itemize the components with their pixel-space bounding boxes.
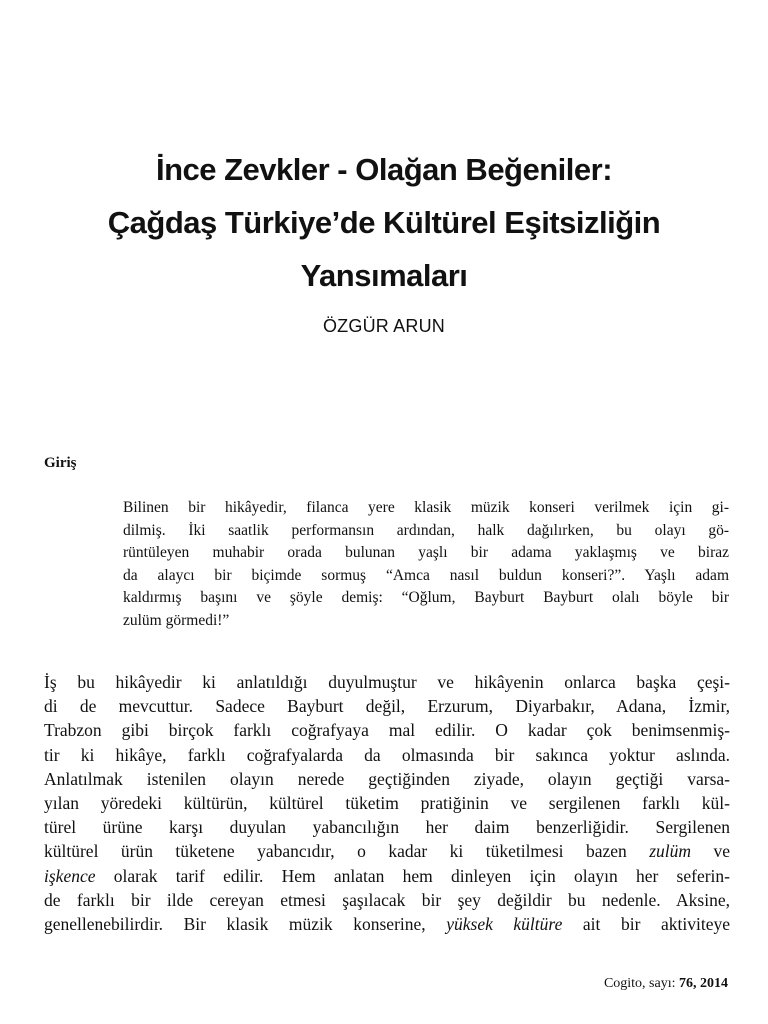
body-line bbox=[44, 839, 730, 863]
quote-line: zulüm görmedi!” bbox=[123, 611, 230, 629]
body-line: di de mevcuttur. Sadece Bayburt değil, Erzurum, Diyarbakır, Adana, İzmir, bbox=[44, 696, 730, 717]
body-line bbox=[44, 864, 730, 888]
body-line: Trabzon gibi birçok farklı coğrafyaya mal edilir. O kadar çok benimsenmiş- bbox=[44, 720, 730, 741]
title-line-1: İnce Zevkler - Olağan Beğeniler: bbox=[155, 152, 613, 187]
body-line: de farklı bir ilde cereyan etmesi şaşılacak bir şey değildir bu nedenle. Aksine, bbox=[44, 889, 730, 910]
page-footer bbox=[604, 976, 728, 992]
emphasis-text: zulüm bbox=[649, 841, 692, 862]
quote-line: rüntüleyen muhabir orada bulunan yaşlı bir adama yaklaşmış ve biraz bbox=[123, 544, 729, 562]
body-text-segment: kültürel ürün tüketene yabancıdır, o kadar ki tüketilmesi bazen bbox=[44, 841, 650, 862]
body-text-segment: ait bir aktiviteye bbox=[562, 914, 730, 935]
quote-line: Bilinen bir hikâyedir, filanca yere klasik müzik konseri verilmek için gi- bbox=[123, 499, 729, 516]
body-line: Anlatılmak istenilen olayın nerede geçtiğinden ziyade, olayın geçtiği varsa- bbox=[44, 768, 730, 789]
title-line-3: Yansımaları bbox=[300, 258, 468, 293]
quote-line: da alaycı bir biçimde sormuş “Amca nasıl buldun konseri?”. Yaşlı adam bbox=[123, 566, 729, 584]
quote-line: dilmiş. İki saatlik performansın ardından, halk dağılırken, bu olayı gö- bbox=[123, 521, 729, 539]
article-title bbox=[0, 143, 768, 302]
body-line: İş bu hikâyedir ki anlatıldığı duyulmuştur ve hikâyenin onlarca başka çeşi- bbox=[44, 672, 730, 692]
journal-name: Cogito, sayı: bbox=[603, 976, 679, 991]
author-name: ÖZGÜR ARUN bbox=[322, 316, 445, 336]
body-line: türel ürüne karşı duyulan yabancılığın her daim benzerliğidir. Sergilenen bbox=[44, 817, 730, 838]
body-line bbox=[44, 912, 730, 936]
body-paragraph bbox=[44, 670, 730, 936]
title-line-2: Çağdaş Türkiye’de Kültürel Eşitsizliğin bbox=[107, 205, 661, 240]
issue-number: 76, 2014 bbox=[679, 976, 728, 991]
body-line: yılan yöredeki kültürün, kültürel tüketim pratiğinin ve sergilenen farklı kül- bbox=[44, 793, 730, 814]
section-heading: Giriş bbox=[44, 455, 77, 471]
quote-line: kaldırmış başını ve şöyle demiş: “Oğlum, Bayburt Bayburt olalı böyle bir bbox=[123, 589, 729, 607]
emphasis-text: yüksek kültüre bbox=[446, 914, 563, 935]
epigraph-quote bbox=[123, 497, 729, 633]
body-text-segment: genellenebilirdir. Bir klasik müzik konserine, bbox=[44, 914, 447, 935]
body-line: tir ki hikâye, farklı coğrafyalarda da olmasında bir sakınca yoktur aslında. bbox=[44, 744, 730, 765]
emphasis-text: işkence bbox=[44, 865, 96, 886]
body-text-segment: olarak tarif edilir. Hem anlatan hem dinleyen için olayın her seferin- bbox=[95, 865, 730, 886]
body-text-segment: ve bbox=[691, 841, 730, 862]
